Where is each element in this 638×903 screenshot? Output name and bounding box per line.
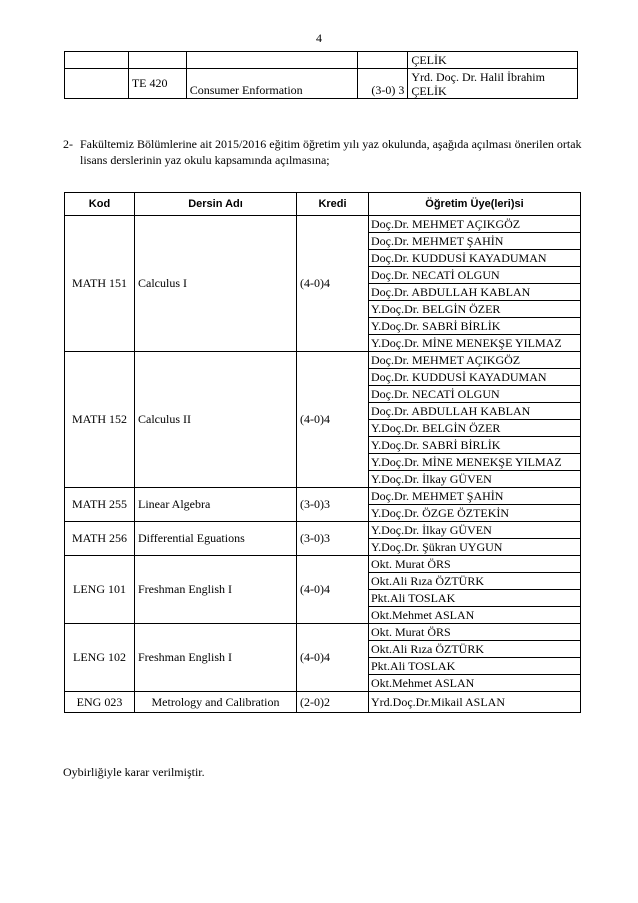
course-credit: (3-0)3	[297, 488, 369, 522]
table-row	[65, 522, 581, 539]
instructor-name: Okt.Mehmet ASLAN	[369, 675, 581, 692]
instructor-name: Okt.Ali Rıza ÖZTÜRK	[369, 573, 581, 590]
course-name: Freshman English I	[135, 556, 297, 624]
empty-cell	[65, 52, 129, 69]
course-code: LENG 102	[65, 624, 135, 692]
course-credit: (3-0)3	[297, 522, 369, 556]
empty-cell	[128, 52, 186, 69]
instructor-line-2: ÇELİK	[411, 83, 447, 98]
course-name: Linear Algebra	[135, 488, 297, 522]
instructor-name: Y.Doç.Dr. SABRİ BİRLİK	[369, 437, 581, 454]
table-row	[65, 692, 581, 713]
instructor-name: Y.Doç.Dr. İlkay GÜVEN	[369, 522, 581, 539]
instructor-name: Okt.Ali Rıza ÖZTÜRK	[369, 641, 581, 658]
empty-cell	[186, 52, 358, 69]
instructor-name: Y.Doç.Dr. SABRİ BİRLİK	[369, 318, 581, 335]
instructor-name: Doç.Dr. MEHMET AÇIKGÖZ	[369, 216, 581, 233]
instructor-name: Yrd.Doç.Dr.Mikail ASLAN	[369, 692, 581, 713]
course-table-body	[65, 216, 581, 713]
instructor-name: Doç.Dr. MEHMET ŞAHİN	[369, 233, 581, 250]
instructor-name: Pkt.Ali TOSLAK	[369, 658, 581, 675]
table-row	[65, 624, 581, 641]
item-number: 2-	[63, 137, 73, 151]
course-name: Calculus II	[135, 352, 297, 488]
instructor-name: Okt. Murat ÖRS	[369, 556, 581, 573]
course-name: Metrology and Calibration	[135, 692, 297, 713]
instructor-name: Y.Doç.Dr. İlkay GÜVEN	[369, 471, 581, 488]
intro-text: Fakültemiz Bölümlerine ait 2015/2016 eğitim öğretim yılı yaz okulunda, aşağıda açılması önerilen ortak lisans derslerinin yaz okulu kapsamında açılmasına;	[80, 137, 582, 167]
table-row	[65, 216, 581, 233]
previous-course-table-fragment	[64, 51, 578, 99]
instructor-name: Doç.Dr. KUDDUSİ KAYADUMAN	[369, 250, 581, 267]
instructor-name: Doç.Dr. MEHMET AÇIKGÖZ	[369, 352, 581, 369]
instructor-name: Okt. Murat ÖRS	[369, 624, 581, 641]
instructor-name: Doç.Dr. KUDDUSİ KAYADUMAN	[369, 369, 581, 386]
course-code: TE 420	[128, 69, 186, 99]
course-credit: (4-0)4	[297, 556, 369, 624]
instructor-name: Y.Doç.Dr. Şükran UYGUN	[369, 539, 581, 556]
instructor-name: Doç.Dr. NECATİ OLGUN	[369, 267, 581, 284]
header-name: Dersin Adı	[135, 193, 297, 216]
instructor-name: Y.Doç.Dr. BELGİN ÖZER	[369, 301, 581, 318]
table-row	[65, 488, 581, 505]
prev-instructor-cell: ÇELİK	[408, 52, 578, 69]
instructor-name: Doç.Dr. MEHMET ŞAHİN	[369, 488, 581, 505]
course-code: MATH 152	[65, 352, 135, 488]
course-name: Calculus I	[135, 216, 297, 352]
instructor-name: Y.Doç.Dr. MİNE MENEKŞE YILMAZ	[369, 454, 581, 471]
instructor-name: Okt.Mehmet ASLAN	[369, 607, 581, 624]
empty-cell	[358, 52, 408, 69]
course-credit: (4-0)4	[297, 624, 369, 692]
instructor-cell	[408, 69, 578, 99]
header-credit: Kredi	[297, 193, 369, 216]
instructor-name: Y.Doç.Dr. BELGİN ÖZER	[369, 420, 581, 437]
table-row	[65, 556, 581, 573]
instructor-name: Doç.Dr. NECATİ OLGUN	[369, 386, 581, 403]
course-credit: (4-0)4	[297, 352, 369, 488]
instructor-name: Pkt.Ali TOSLAK	[369, 590, 581, 607]
course-code: ENG 023	[65, 692, 135, 713]
course-credit: (2-0)2	[297, 692, 369, 713]
empty-cell	[65, 69, 129, 99]
course-name: Differential Eguations	[135, 522, 297, 556]
course-code: MATH 255	[65, 488, 135, 522]
instructor-name: Y.Doç.Dr. MİNE MENEKŞE YILMAZ	[369, 335, 581, 352]
instructor-name: Y.Doç.Dr. ÖZGE ÖZTEKİN	[369, 505, 581, 522]
table-row	[65, 352, 581, 369]
course-table	[64, 192, 581, 713]
course-code: MATH 151	[65, 216, 135, 352]
instructor-name: Doç.Dr. ABDULLAH KABLAN	[369, 403, 581, 420]
instructor-line-1: Yrd. Doç. Dr. Halil İbrahim	[411, 69, 545, 84]
course-credit: (3-0) 3	[358, 69, 408, 99]
conclusion-text: Oybirliğiyle karar verilmiştir.	[63, 765, 205, 779]
course-name: Freshman English I	[135, 624, 297, 692]
header-instructors: Öğretim Üye(leri)si	[369, 193, 581, 216]
course-code: MATH 256	[65, 522, 135, 556]
page-number: 4	[316, 31, 322, 45]
course-name: Consumer Enformation	[186, 69, 358, 99]
intro-paragraph	[63, 136, 583, 168]
course-credit: (4-0)4	[297, 216, 369, 352]
instructor-name: Doç.Dr. ABDULLAH KABLAN	[369, 284, 581, 301]
course-code: LENG 101	[65, 556, 135, 624]
header-code: Kod	[65, 193, 135, 216]
